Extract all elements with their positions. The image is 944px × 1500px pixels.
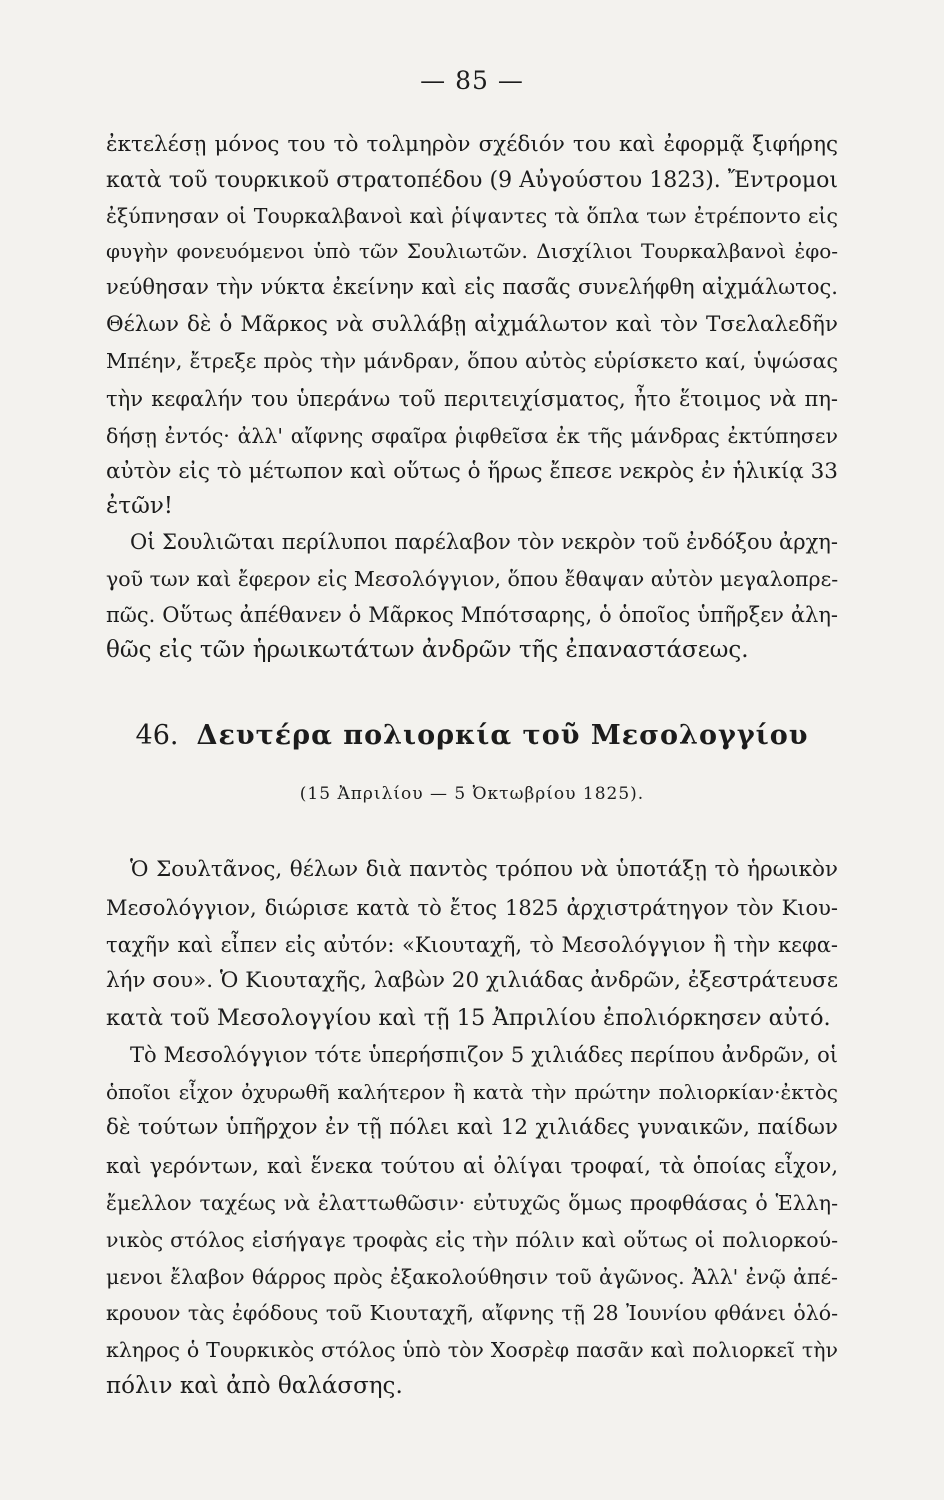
text-line: Τὸ Μεσολόγγιον τότε ὑπερήσπιζον 5 χιλιάδες περίπου ἀνδρῶν, οἱ (130, 1043, 838, 1067)
text-line: νικὸς στόλος εἰσήγαγε τροφὰς εἰς τὴν πόλιν καὶ οὕτως οἱ πολιορκού- (106, 1228, 838, 1252)
section-title: Δευτέρα πολιορκία τοῦ Μεσολογγίου (196, 720, 809, 751)
text-line: ἐξύπνησαν οἱ Τουρκαλβανοὶ καὶ ῥίψαντες τὰ ὅπλα των ἐτρέποντο εἰς (106, 204, 838, 228)
text-line: κρουον τὰς ἐφόδους τοῦ Κιουταχῆ, αἴφνης τῇ 28 Ἰουνίου φθάνει ὁλό- (106, 1301, 838, 1325)
text-line: πόλιν καὶ ἀπὸ θαλάσσης. (106, 1373, 403, 1399)
text-line: κατὰ τοῦ Μεσολογγίου καὶ τῇ 15 Ἀπριλίου ἐπολιόρκησεν αὐτό. (106, 1005, 831, 1031)
text-line: κληρος ὁ Τουρκικὸς στόλος ὑπὸ τὸν Χοσρὲφ πασᾶν καὶ πολιορκεῖ τὴν (106, 1338, 838, 1362)
text-line: γοῦ των καὶ ἔφερον εἰς Μεσολόγγιον, ὅπου ἔθαψαν αὐτὸν μεγαλοπρε- (106, 567, 839, 591)
text-line: Ὁ Σουλτᾶνος, θέλων διὰ παντὸς τρόπου νὰ ὑποτάξῃ τὸ ἡρωικὸν (130, 857, 838, 882)
text-line: αὐτὸν εἰς τὸ μέτωπον καὶ οὕτως ὁ ἥρως ἔπεσε νεκρὸς ἐν ἡλικίᾳ 33 (106, 459, 838, 484)
text-line: ἐτῶν! (106, 493, 174, 519)
text-line: ταχῆν καὶ εἶπεν εἰς αὐτόν: «Κιουταχῆ, τὸ Μεσολόγγιον ἢ τὴν κεφα- (106, 933, 838, 957)
section-number: 46. (135, 720, 179, 751)
text-line: ἐκτελέσῃ μόνος του τὸ τολμηρὸν σχέδιόν του καὶ ἐφορμᾷ ξιφήρης (106, 132, 838, 157)
text-line: δήσῃ ἐντός· ἀλλ' αἴφνης σφαῖρα ῥιφθεῖσα ἐκ τῆς μάνδρας ἐκτύπησεν (106, 424, 838, 448)
text-line: Μεσολόγγιον, διώρισε κατὰ τὸ ἔτος 1825 ἀρχιστράτηγον τὸν Κιου- (106, 896, 838, 920)
text-line: Μπέην, ἔτρεξε πρὸς τὴν μάνδραν, ὅπου αὐτὸς εὑρίσκετο καί, ὑψώσας (106, 349, 838, 373)
text-line: ὁποῖοι εἶχον ὀχυρωθῆ καλήτερον ἢ κατὰ τὴν πρώτην πολιορκίαν·ἐκτὸς (106, 1080, 838, 1104)
page-number: — 85 — (420, 66, 524, 95)
text-line: θῶς εἰς τῶν ἡρωικωτάτων ἀνδρῶν τῆς ἐπαναστάσεως. (106, 637, 749, 663)
text-line: φυγὴν φονευόμενοι ὑπὸ τῶν Σουλιωτῶν. Δισχίλιοι Τουρκαλβανοὶ ἐφο- (106, 239, 838, 263)
text-line: δὲ τούτων ὑπῆρχον ἐν τῇ πόλει καὶ 12 χιλιάδες γυναικῶν, παίδων (106, 1115, 838, 1140)
text-line: λήν σου». Ὁ Κιουταχῆς, λαβὼν 20 χιλιάδας ἀνδρῶν, ἐξεστράτευσε (106, 968, 838, 993)
section-heading (0, 718, 944, 754)
section-dates: (15 Ἀπριλίου — 5 Ὀκτωβρίου 1825). (299, 784, 645, 804)
text-line: νεύθησαν τὴν νύκτα ἐκείνην καὶ εἰς πασᾶς συνελήφθη αἰχμάλωτος. (106, 275, 838, 299)
text-line: καὶ γερόντων, καὶ ἕνεκα τούτου αἱ ὀλίγαι τροφαί, τὰ ὁποίας εἶχον, (106, 1154, 838, 1178)
text-line: ἔμελλον ταχέως νὰ ἐλαττωθῶσιν· εὐτυχῶς ὅμως προφθάσας ὁ Ἑλλη- (106, 1191, 838, 1215)
text-line: πῶς. Οὕτως ἀπέθανεν ὁ Μᾶρκος Μπότσαρης, ὁ ὁποῖος ὑπῆρξεν ἀλη- (106, 603, 838, 627)
text-line: Οἱ Σουλιῶται περίλυποι παρέλαβον τὸν νεκρὸν τοῦ ἐνδόξου ἀρχη- (130, 530, 838, 554)
text-line: μενοι ἔλαβον θάρρος πρὸς ἐξακολούθησιν τοῦ ἀγῶνος. Ἀλλ' ἐνῷ ἀπέ- (106, 1265, 838, 1289)
text-line: τὴν κεφαλήν του ὑπεράνω τοῦ περιτειχίσματος, ἦτο ἕτοιμος νὰ πη- (106, 387, 838, 411)
text-line: Θέλων δὲ ὁ Μᾶρκος νὰ συλλάβῃ αἰχμάλωτον καὶ τὸν Τσελαλεδῆν (106, 312, 838, 337)
text-line: κατὰ τοῦ τουρκικοῦ στρατοπέδου (9 Αὐγούστου 1823). Ἔντρομοι (106, 168, 838, 193)
